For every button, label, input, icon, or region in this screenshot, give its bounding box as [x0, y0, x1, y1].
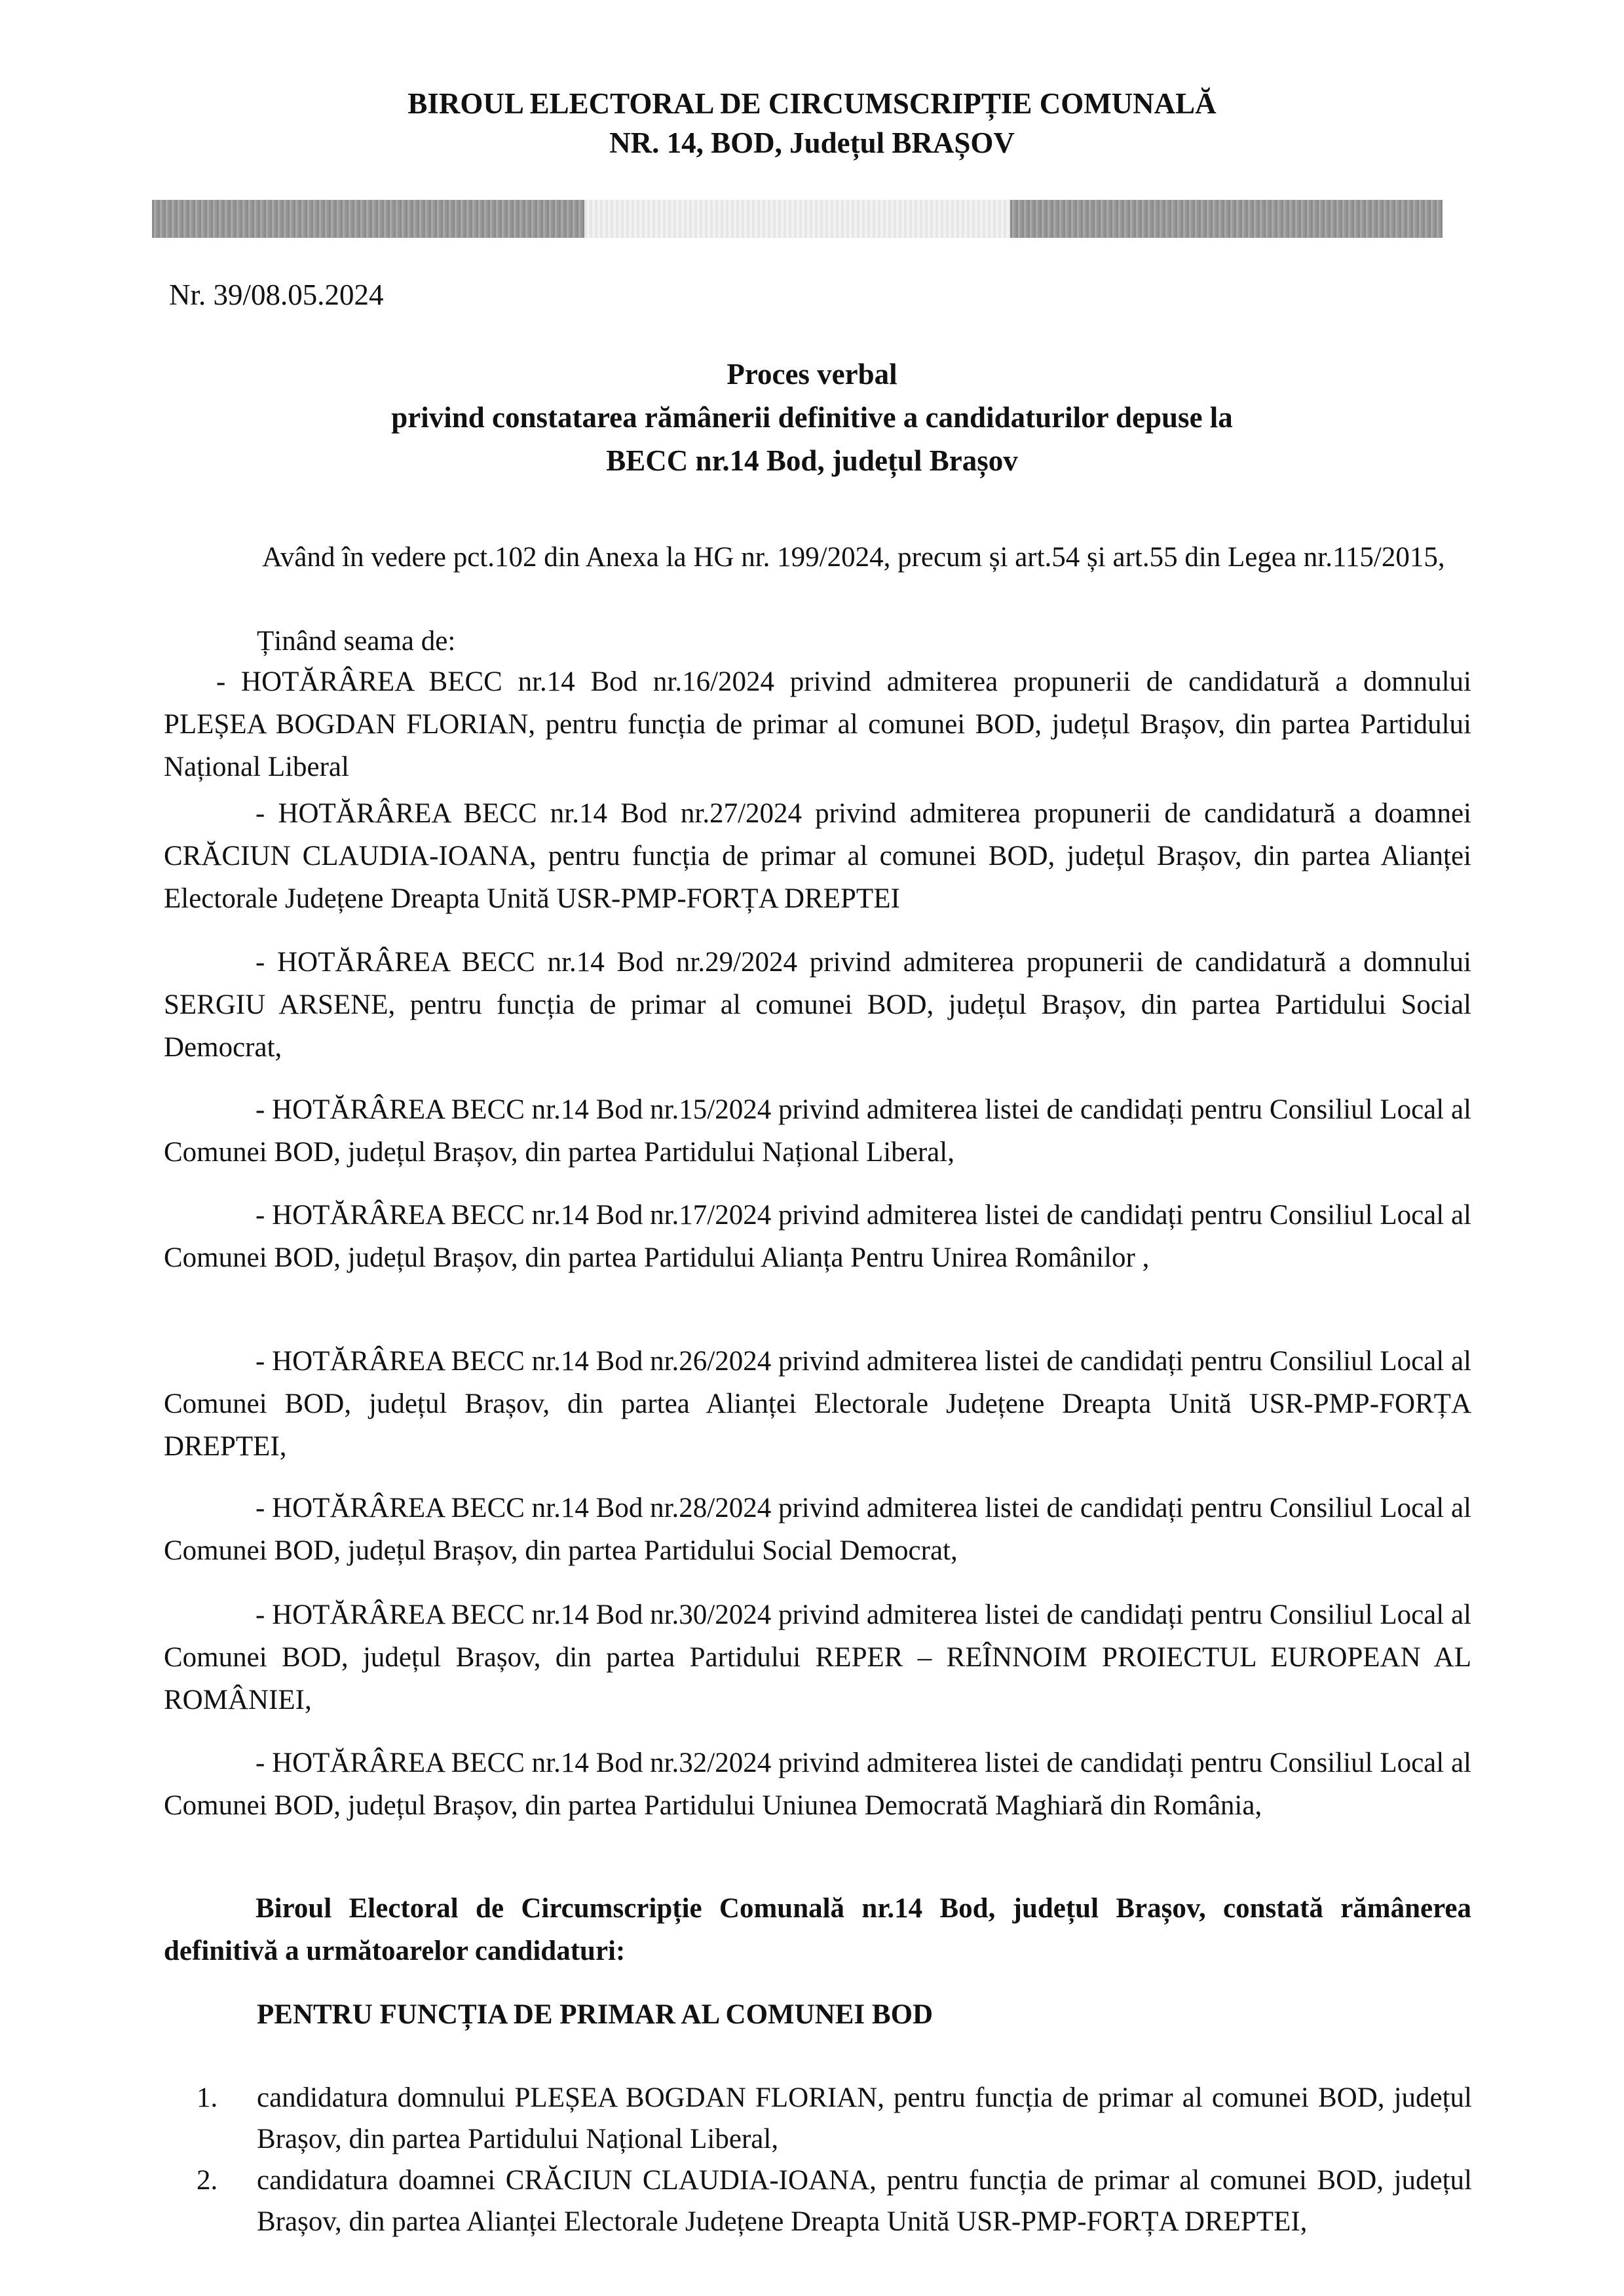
title-line-1: Proces verbal: [727, 358, 897, 391]
conclusion-paragraph: Biroul Electoral de Circumscripție Comunală nr.14 Bod, județul Brașov, constată rămânerea definitivă a următoarelor candidaturi:: [164, 1893, 1471, 1966]
redaction-bar-middle: [584, 200, 1010, 238]
redaction-bar-right: [1010, 200, 1443, 238]
intro-paragraph: Având în vedere pct.102 din Anexa la HG nr. 199/2024, precum și art.54 și art.55 din Legea nr.115/2015,: [262, 542, 1445, 573]
list-item: [197, 2077, 1472, 2160]
decision-paragraph: - HOTĂRÂREA BECC nr.14 Bod nr.30/2024 privind admiterea listei de candidați pentru Consiliul Local al Comunei BOD, județul Brașov, din partea Partidului REPER – REÎNNOIM PROIECTUL EUROPEAN AL ROMÂNIEI,: [164, 1599, 1471, 1715]
issuer-name: BIROUL ELECTORAL DE CIRCUMSCRIPȚIE COMUNALĂ: [407, 87, 1217, 120]
issuer-location: NR. 14, BOD, Județul BRAȘOV: [609, 126, 1015, 159]
document-title: [0, 353, 1624, 482]
list-item-text: candidatura doamnei CRĂCIUN CLAUDIA-IOANA, pentru funcția de primar al comunei BOD, județul Brașov, din partea Alianței Electorale Județene Dreapta Unită USR-PMP-FORȚA DREPTEI,: [257, 2165, 1472, 2237]
redaction-bar-left: [152, 200, 584, 238]
candidature-list: [197, 2077, 1472, 2242]
title-line-2: privind constatarea rămânerii definitive a candidaturilor depuse la: [391, 401, 1233, 434]
decision-paragraph: - HOTĂRÂREA BECC nr.14 Bod nr.26/2024 privind admiterea listei de candidați pentru Consiliul Local al Comunei BOD, județul Brașov, din partea Alianței Electorale Județene Dreapta Unită USR-PMP-FORȚA DREPTEI,: [164, 1346, 1471, 1462]
tinand-seama: Ținând seama de:: [257, 626, 456, 657]
decision-paragraph: - HOTĂRÂREA BECC nr.14 Bod nr.16/2024 privind admiterea propunerii de candidatură a domnului PLEȘEA BOGDAN FLORIAN, pentru funcția de primar al comunei BOD, județul Brașov, din partea Partidului Național Liberal: [164, 666, 1471, 782]
decision-paragraph: - HOTĂRÂREA BECC nr.14 Bod nr.27/2024 privind admiterea propunerii de candidatură a doamnei CRĂCIUN CLAUDIA-IOANA, pentru funcția de primar al comunei BOD, județul Brașov, din partea Alianței Electorale Județene Dreapta Unită USR-PMP-FORȚA DREPTEI: [164, 798, 1471, 914]
list-item: [197, 2160, 1472, 2242]
decision-paragraph: - HOTĂRÂREA BECC nr.14 Bod nr.17/2024 privind admiterea listei de candidați pentru Consiliul Local al Comunei BOD, județul Brașov, din partea Partidului Alianța Pentru Unirea Românilor ,: [164, 1200, 1471, 1273]
title-line-3: BECC nr.14 Bod, județul Brașov: [606, 444, 1018, 477]
decision-paragraph: - HOTĂRÂREA BECC nr.14 Bod nr.32/2024 privind admiterea listei de candidați pentru Consiliul Local al Comunei BOD, județul Brașov, din partea Partidului Uniunea Democrată Maghiară din România,: [164, 1748, 1471, 1821]
decision-paragraph: - HOTĂRÂREA BECC nr.14 Bod nr.28/2024 privind admiterea listei de candidați pentru Consiliul Local al Comunei BOD, județul Brașov, din partea Partidului Social Democrat,: [164, 1493, 1471, 1566]
section-heading: PENTRU FUNCȚIA DE PRIMAR AL COMUNEI BOD: [257, 1999, 934, 2030]
document-number: Nr. 39/08.05.2024: [169, 278, 384, 311]
list-item-number: 1.: [197, 2082, 218, 2113]
decision-paragraph: - HOTĂRÂREA BECC nr.14 Bod nr.15/2024 privind admiterea listei de candidați pentru Consiliul Local al Comunei BOD, județul Brașov, din partea Partidului Național Liberal,: [164, 1094, 1471, 1168]
list-item-number: 2.: [197, 2165, 218, 2196]
decision-paragraph: - HOTĂRÂREA BECC nr.14 Bod nr.29/2024 privind admiterea propunerii de candidatură a domnului SERGIU ARSENE, pentru funcția de primar al comunei BOD, județul Brașov, din partea Partidului Social Democrat,: [164, 947, 1471, 1063]
list-item-text: candidatura domnului PLEȘEA BOGDAN FLORIAN, pentru funcția de primar al comunei BOD, județul Brașov, din partea Partidului Național Liberal,: [257, 2082, 1472, 2154]
issuer-header: [0, 84, 1624, 163]
